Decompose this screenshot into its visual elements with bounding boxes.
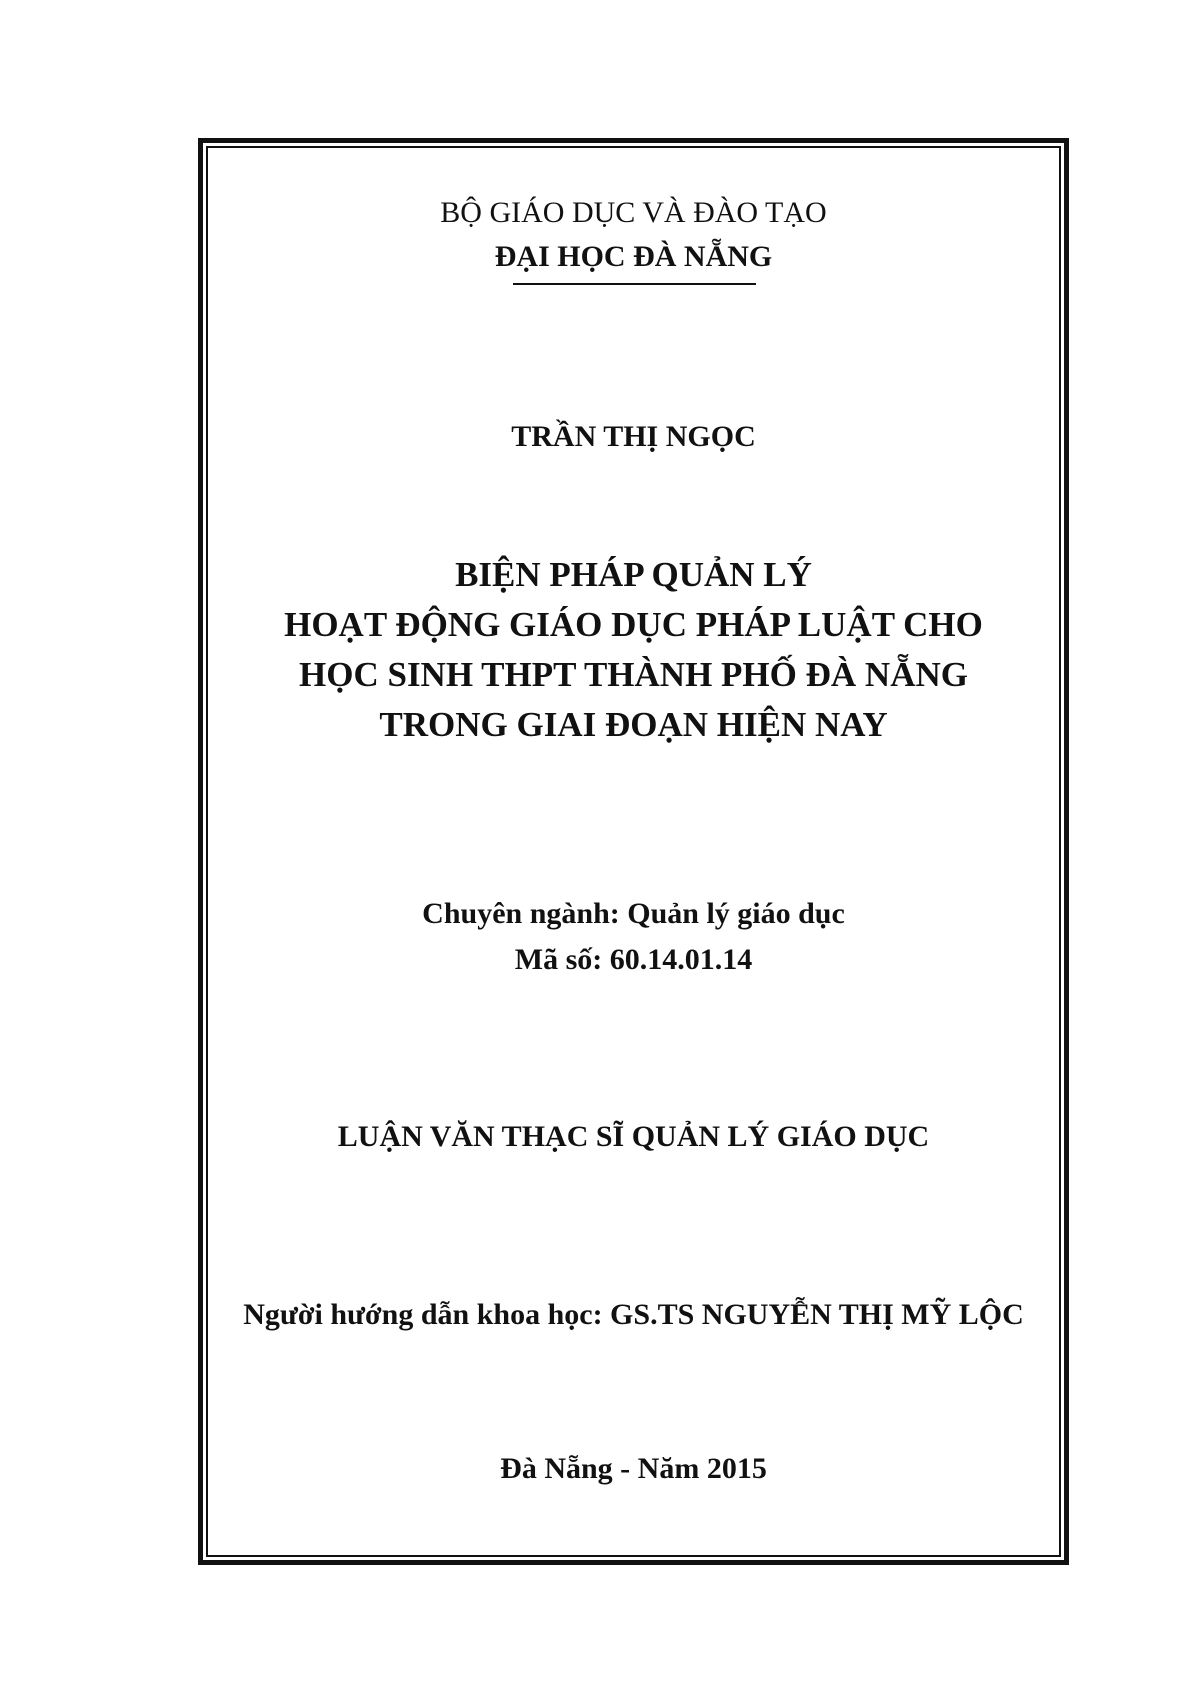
ministry-name: BỘ GIÁO DỤC VÀ ĐÀO TẠO <box>440 196 827 229</box>
degree-type: LUẬN VĂN THẠC SĨ QUẢN LÝ GIÁO DỤC <box>337 1120 930 1153</box>
author-name: TRẦN THỊ NGỌC <box>511 420 756 453</box>
advisor-line: Người hướng dẫn khoa học: GS.TS NGUYỄN THỊ MỸ LỘC <box>243 1298 1024 1331</box>
university-name: ĐẠI HỌC ĐÀ NẴNG <box>494 240 773 273</box>
major-code: Mã số: 60.14.01.14 <box>514 943 753 976</box>
place-and-year: Đà Nẵng - Năm 2015 <box>500 1452 767 1485</box>
thesis-title-line-3: HỌC SINH THPT THÀNH PHỐ ĐÀ NẴNG <box>299 655 968 694</box>
cover-border-inner <box>206 146 1061 1557</box>
university-underline <box>513 283 756 285</box>
thesis-title-line-1: BIỆN PHÁP QUẢN LÝ <box>455 555 812 594</box>
thesis-title-line-2: HOẠT ĐỘNG GIÁO DỤC PHÁP LUẬT CHO <box>284 605 983 644</box>
thesis-title-line-4: TRONG GIAI ĐOẠN HIỆN NAY <box>379 705 888 744</box>
major-field: Chuyên ngành: Quản lý giáo dục <box>422 897 845 930</box>
